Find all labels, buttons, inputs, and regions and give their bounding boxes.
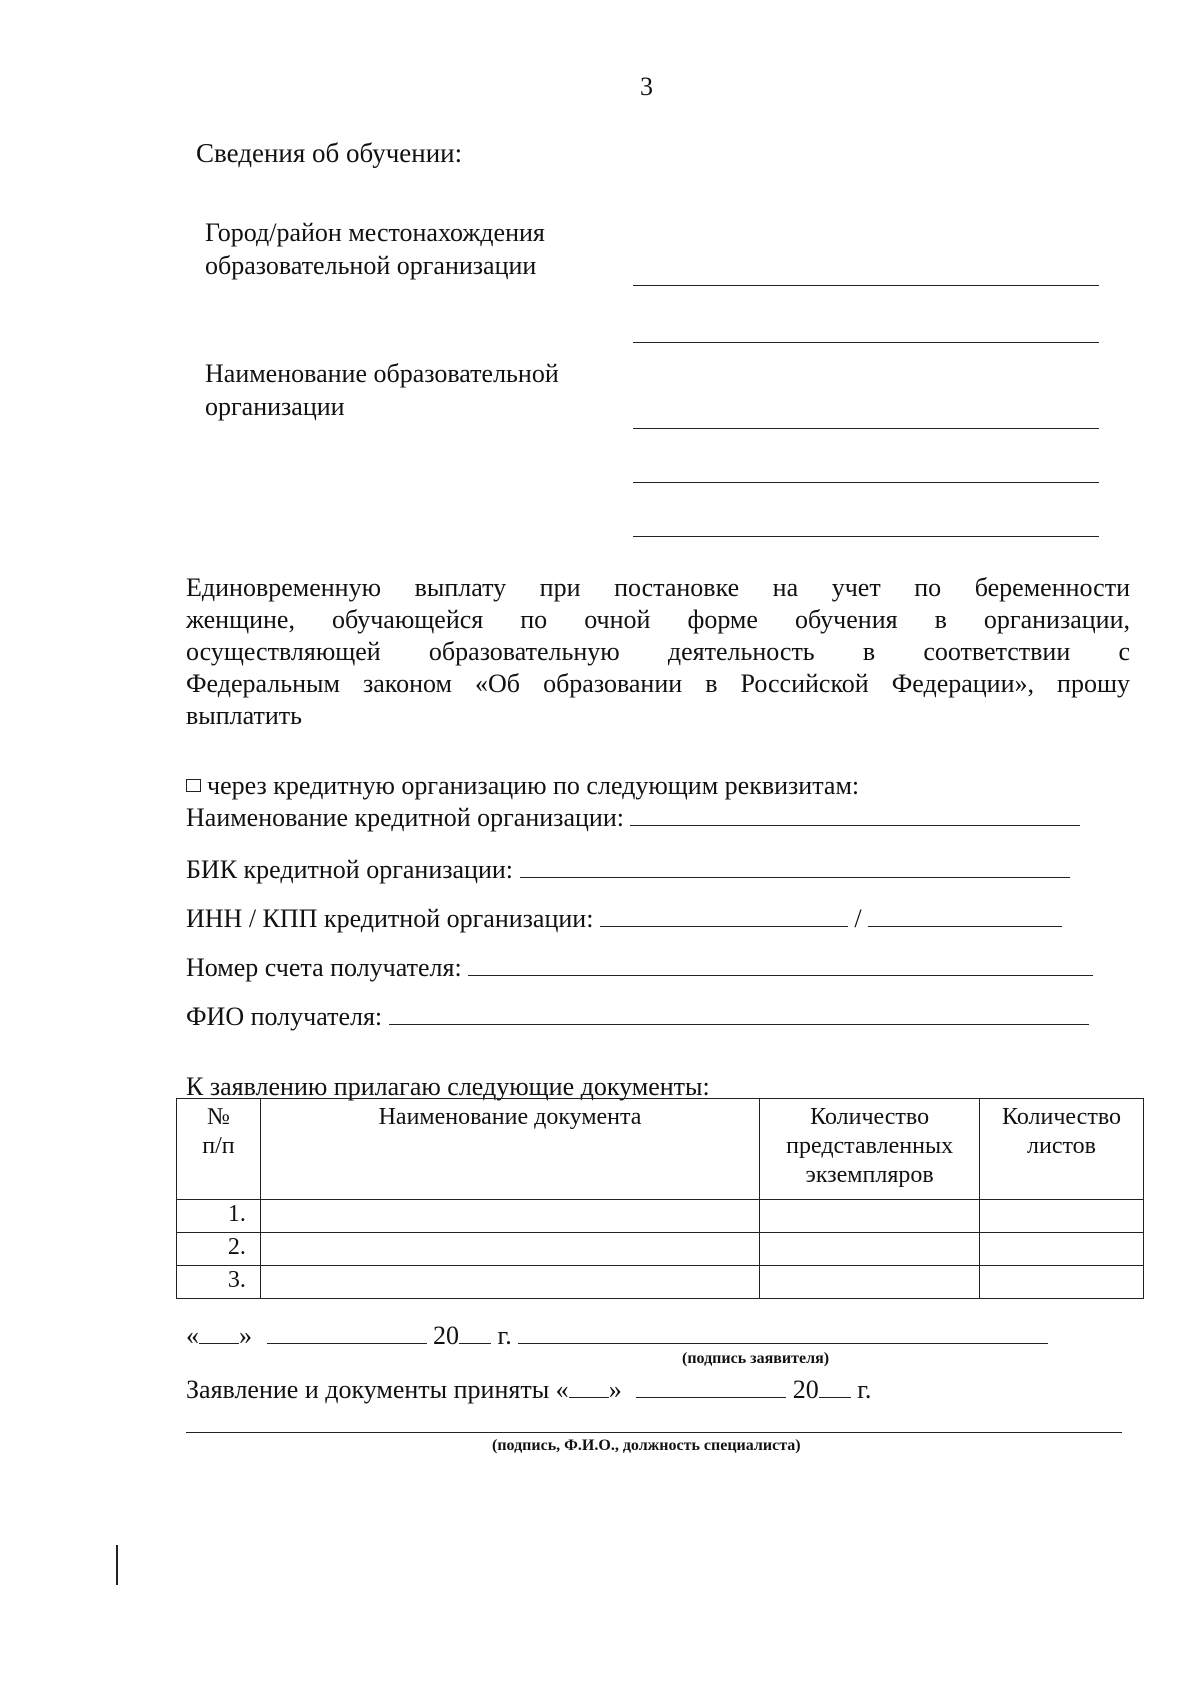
column-copies-line1: Количество — [810, 1104, 930, 1130]
document-name-cell[interactable] — [260, 1266, 759, 1299]
table-row — [177, 1233, 1144, 1266]
sheets-cell[interactable] — [980, 1266, 1144, 1299]
applicant-caption: (подпись заявителя) — [682, 1350, 830, 1367]
table-row — [177, 1266, 1144, 1299]
row-number: 3. — [177, 1266, 261, 1299]
bik-input[interactable] — [520, 859, 1070, 878]
bik-label: БИК кредитной организации: — [186, 855, 514, 884]
kpp-input[interactable] — [868, 908, 1062, 927]
payment-paragraph — [186, 572, 1130, 732]
table-row — [177, 1200, 1144, 1233]
paragraph-line-3: осуществляющей образовательную деятельность в соответствии с — [186, 637, 1130, 666]
column-sheets-line1: Количество — [1002, 1104, 1121, 1130]
year-prefix: 20 — [433, 1321, 459, 1350]
copies-cell[interactable] — [760, 1200, 980, 1233]
bank-option-checkbox[interactable] — [186, 779, 201, 792]
section-title: Сведения об обучении: — [196, 138, 463, 168]
row-number: 2. — [177, 1233, 261, 1266]
column-header-copies — [760, 1099, 980, 1200]
city-input-line-1[interactable] — [633, 285, 1099, 286]
date-quote-open: « — [186, 1321, 199, 1350]
inn-kpp-label: ИНН / КПП кредитной организации: — [186, 904, 594, 933]
copies-cell[interactable] — [760, 1266, 980, 1299]
paragraph-line-2: женщине, обучающейся по очной форме обучения в организации, — [186, 605, 1130, 634]
accepted-year-input[interactable] — [819, 1379, 851, 1398]
applicant-signature-input[interactable] — [518, 1325, 1048, 1344]
day-input[interactable] — [199, 1325, 239, 1344]
accepted-month-input[interactable] — [636, 1379, 786, 1398]
org-input-line-1[interactable] — [633, 428, 1099, 429]
paragraph-line-1: Единовременную выплату при постановке на учет по беременности — [186, 573, 1130, 602]
document-name-cell[interactable] — [260, 1233, 759, 1266]
year-input[interactable] — [459, 1325, 491, 1344]
bank-name-row — [186, 802, 1080, 834]
column-header-sheets — [980, 1099, 1144, 1200]
accepted-year-prefix: 20 — [792, 1375, 819, 1404]
applicant-date-row — [186, 1320, 1048, 1352]
sheets-cell[interactable] — [980, 1233, 1144, 1266]
inn-kpp-separator: / — [854, 904, 862, 933]
documents-table — [176, 1098, 1144, 1299]
copies-cell[interactable] — [760, 1233, 980, 1266]
month-input[interactable] — [267, 1325, 427, 1344]
specialist-signature-line[interactable] — [186, 1432, 1122, 1433]
bank-option-label: через кредитную организацию по следующим реквизитам: — [207, 771, 860, 800]
recipient-row — [186, 1001, 1089, 1033]
column-number-line2: п/п — [202, 1133, 235, 1159]
org-input-line-2[interactable] — [633, 482, 1099, 483]
documents-heading: К заявлению прилагаю следующие документы: — [186, 1072, 710, 1101]
org-label-line2: организации — [205, 392, 345, 421]
column-number-line1: № — [206, 1104, 230, 1130]
margin-mark — [116, 1545, 118, 1585]
bank-name-input[interactable] — [630, 807, 1080, 826]
table-header-row — [177, 1099, 1144, 1200]
column-copies-line2: представленных — [786, 1133, 954, 1159]
column-header-number — [177, 1099, 261, 1200]
accepted-quote-close: » — [608, 1375, 622, 1404]
recipient-label: ФИО получателя: — [186, 1002, 383, 1031]
account-row — [186, 952, 1093, 984]
paragraph-line-5: выплатить — [186, 701, 302, 730]
bik-row — [186, 854, 1070, 886]
accepted-row — [186, 1374, 871, 1406]
column-copies-line3: экземпляров — [805, 1162, 934, 1188]
document-name-cell[interactable] — [260, 1200, 759, 1233]
account-label: Номер счета получателя: — [186, 953, 462, 982]
city-label-line2: образовательной организации — [205, 251, 537, 280]
accepted-year-suffix: г. — [857, 1375, 872, 1404]
column-sheets-line2: листов — [1027, 1133, 1097, 1159]
date-quote-close: » — [239, 1321, 252, 1350]
row-number: 1. — [177, 1200, 261, 1233]
paragraph-line-4: Федеральным законом «Об образовании в Российской Федерации», прошу — [186, 669, 1130, 698]
city-label-line1: Город/район местонахождения — [205, 218, 545, 247]
org-label-line1: Наименование образовательной — [205, 359, 559, 388]
accepted-label: Заявление и документы приняты « — [186, 1375, 569, 1404]
city-input-line-2[interactable] — [633, 342, 1099, 343]
inn-kpp-row — [186, 903, 1062, 935]
year-suffix: г. — [497, 1321, 512, 1350]
recipient-input[interactable] — [389, 1006, 1089, 1025]
account-input[interactable] — [468, 957, 1093, 976]
column-header-name: Наименование документа — [260, 1099, 759, 1200]
bank-name-label: Наименование кредитной организации: — [186, 803, 624, 832]
bank-option[interactable] — [186, 770, 859, 802]
sheets-cell[interactable] — [980, 1200, 1144, 1233]
inn-input[interactable] — [600, 908, 848, 927]
accepted-day-input[interactable] — [569, 1379, 609, 1398]
page-number: 3 — [640, 72, 653, 101]
specialist-caption: (подпись, Ф.И.О., должность специалиста) — [492, 1437, 801, 1454]
org-input-line-3[interactable] — [633, 536, 1099, 537]
